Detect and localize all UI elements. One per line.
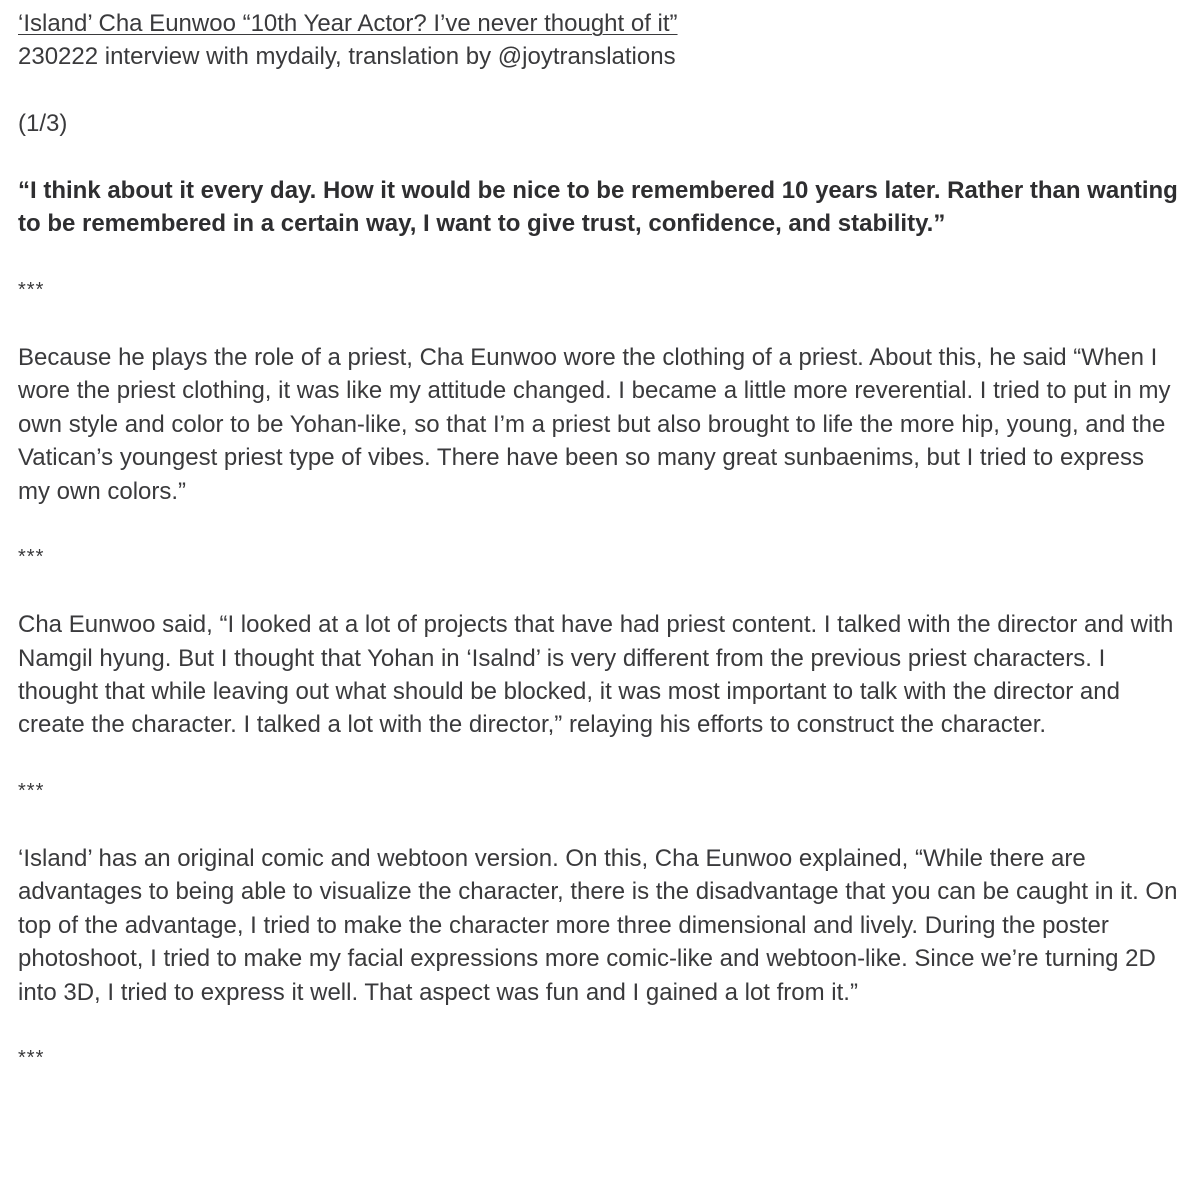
section-separator: *** — [18, 780, 45, 803]
part-indicator: (1/3) — [18, 110, 68, 138]
document-body — [18, 0, 1180, 1076]
article-title-link[interactable]: ‘Island’ Cha Eunwoo “10th Year Actor? I’ve never thought of it” — [18, 10, 678, 37]
section-separator: *** — [18, 279, 45, 302]
section-separator: *** — [18, 1047, 45, 1070]
headline-quote: “I think about it every day. How it would be nice to be remembered 10 years later. Rather than wanting to be remembered in a certain way, I want to give trust, confidence, and stability.” — [18, 177, 1178, 238]
section-separator: *** — [18, 546, 45, 569]
paragraph-webtoon-version: ‘Island’ has an original comic and webtoon version. On this, Cha Eunwoo explained, “While there are advantages to being able to visualize the character, there is the disadvantage that you can be caught in it. On top of the advantage, I tried to make the character more three dimensional and lively. During the poster photoshoot, I tried to make my facial expressions more comic-like and webtoon-like. Since we’re turning 2D into 3D, I tried to express it well. That aspect was fun and I gained a lot from it.” — [18, 845, 1178, 1006]
paragraph-priest-clothing: Because he plays the role of a priest, Cha Eunwoo wore the clothing of a priest. About this, he said “When I wore the priest clothing, it was like my attitude changed. I became a little more reverential. I tried to put in my own style and color to be Yohan-like, so that I’m a priest but also brought to life the more hip, young, and the Vatican’s youngest priest type of vibes. There have been so many great sunbaenims, but I tried to express my own colors.” — [18, 344, 1171, 505]
paragraph-character-research: Cha Eunwoo said, “I looked at a lot of projects that have had priest content. I talked with the director and with Namgil hyung. But I thought that Yohan in ‘Isalnd’ is very different from the previous priest characters. I thought that while leaving out what should be blocked, it was most important to talk with the director and create the character. I talked a lot with the director,” relaying his efforts to construct the character. — [18, 611, 1174, 739]
article-subtitle: 230222 interview with mydaily, translation by @joytranslations — [18, 43, 676, 71]
